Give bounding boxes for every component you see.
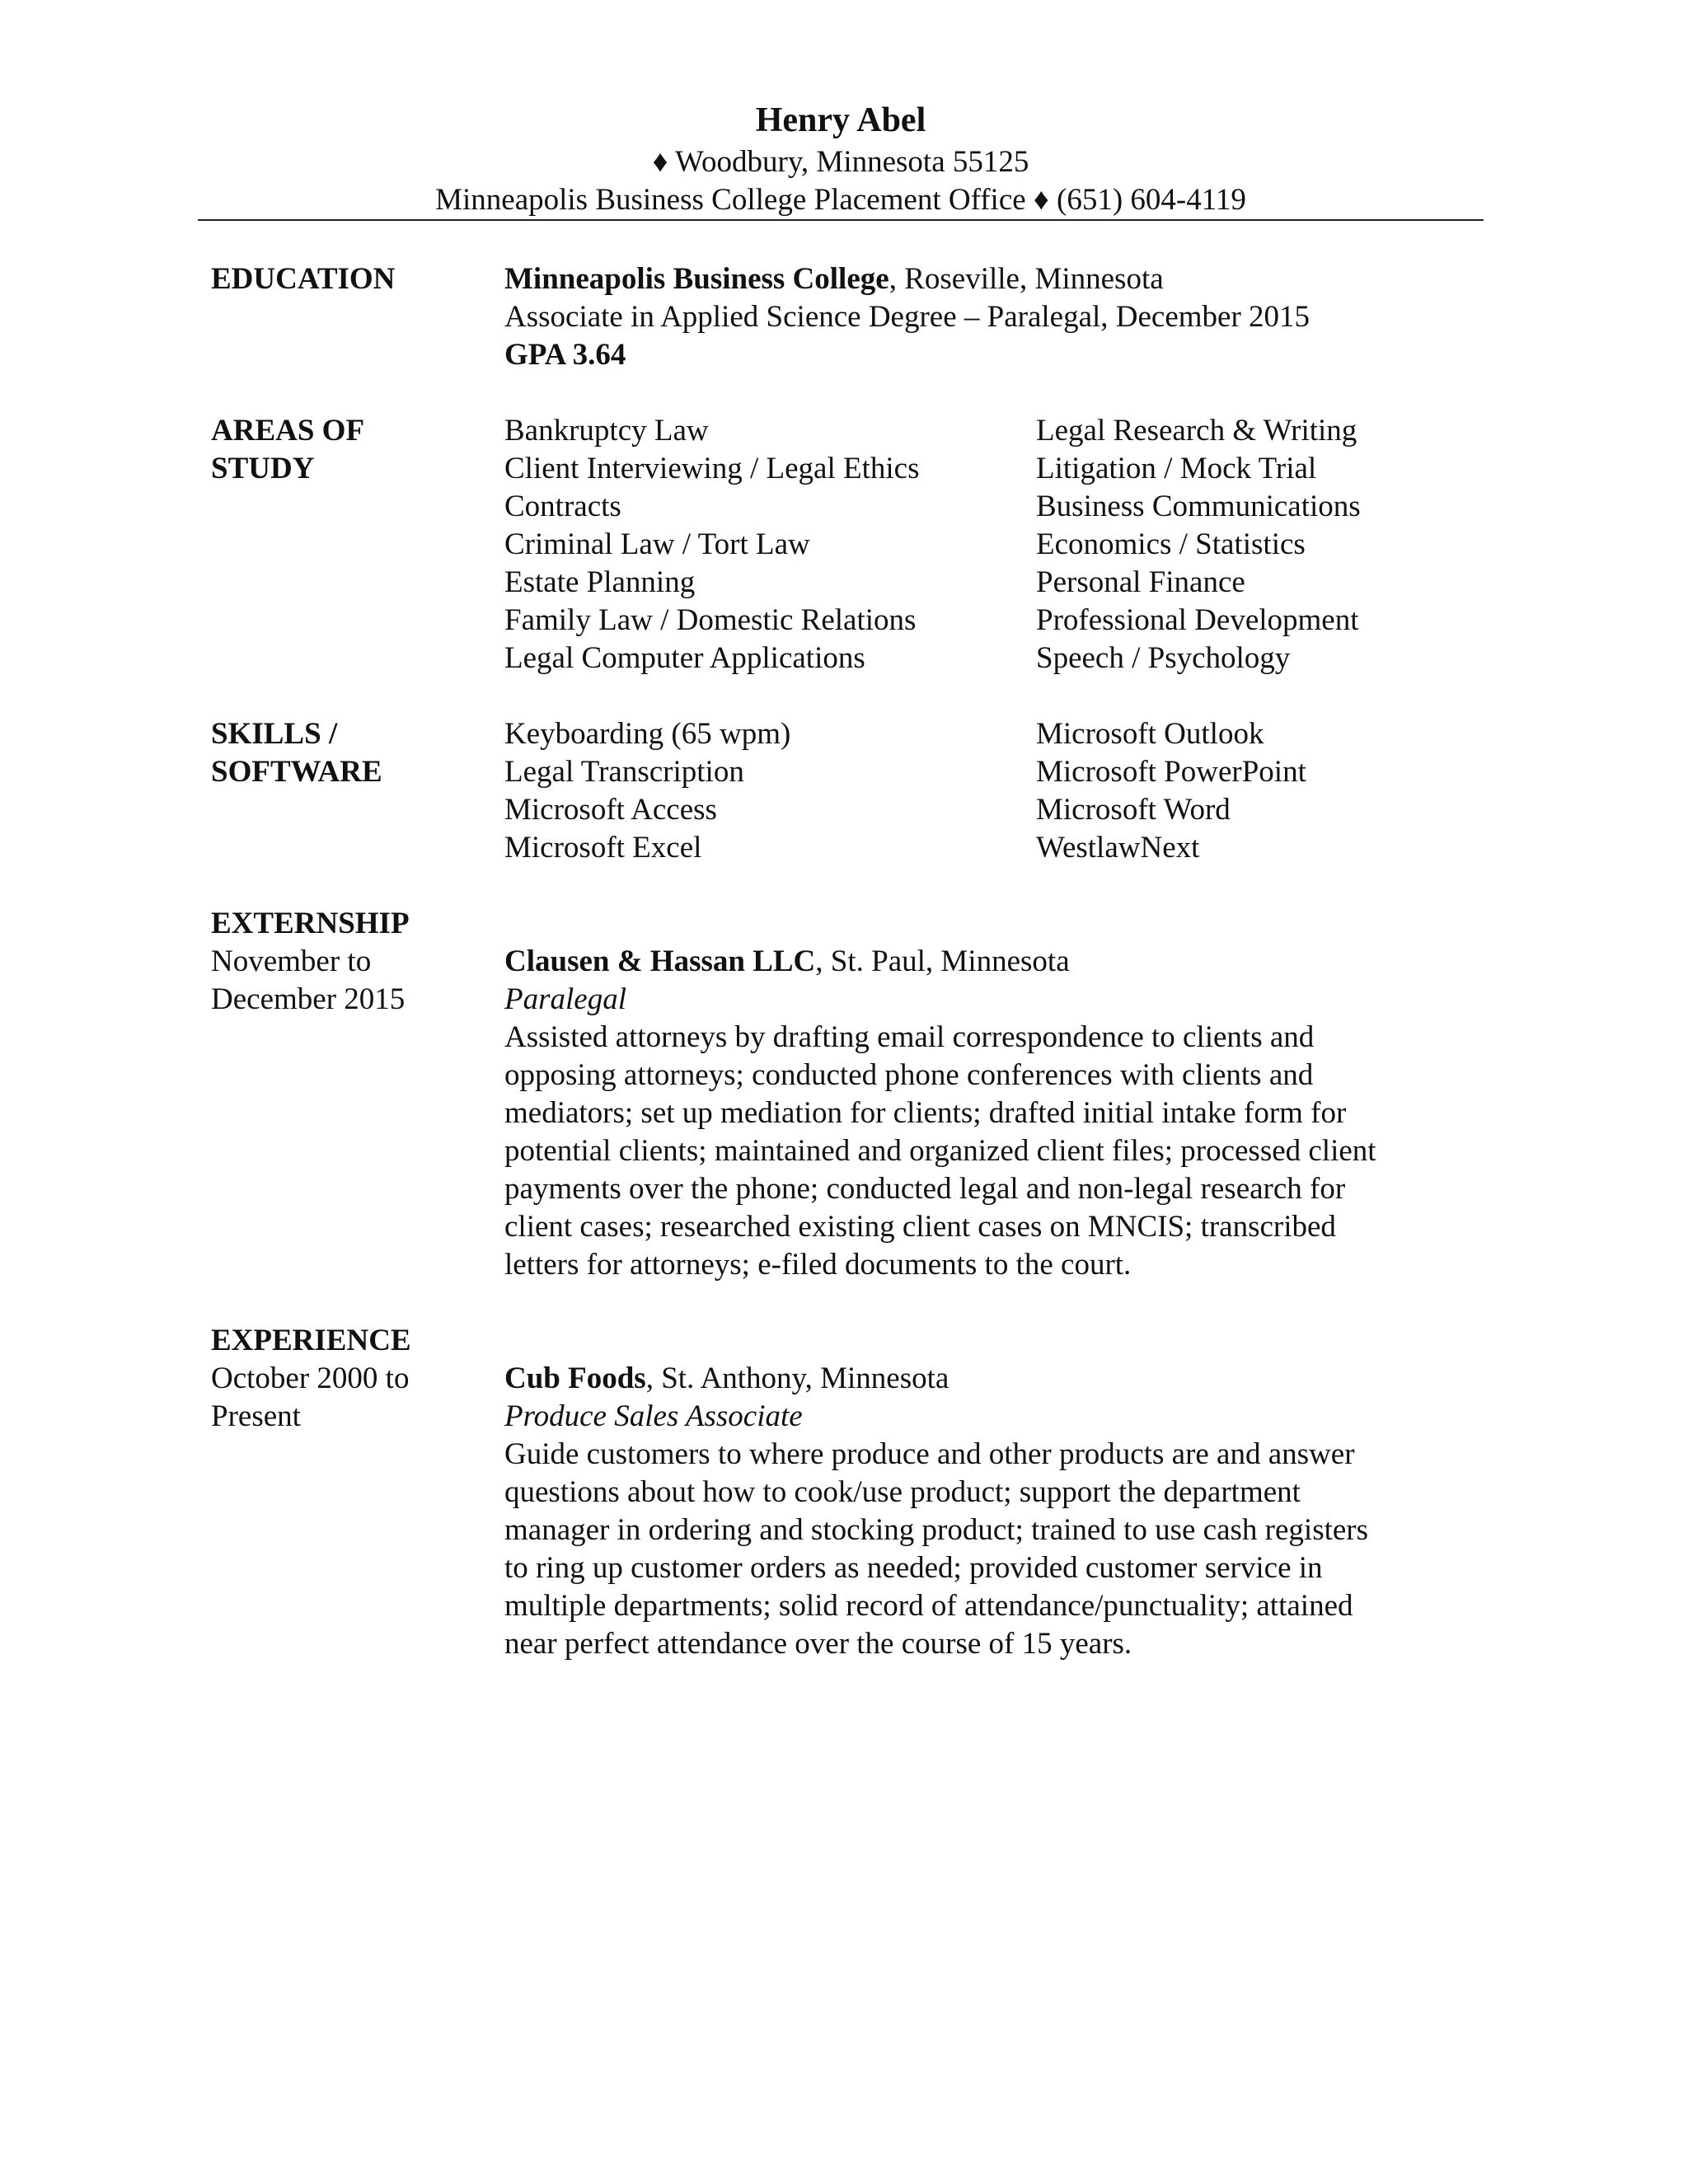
candidate-contact: Minneapolis Business College Placement Office ♦ (651) 604-4119 (435, 183, 1246, 217)
experience-content (504, 1360, 1452, 1663)
list-item: Microsoft PowerPoint (1036, 755, 1306, 789)
skills-column-2 (1036, 715, 1306, 867)
list-item: Microsoft Word (1036, 793, 1231, 827)
list-item: Economics / Statistics (1036, 527, 1306, 561)
education-school: Minneapolis Business College (504, 262, 889, 296)
externship-employer: Clausen & Hassan LLC (504, 944, 816, 978)
description-line: to ring up customer orders as needed; provided customer service in (504, 1551, 1323, 1585)
skills-column-1 (504, 715, 790, 867)
list-item: Personal Finance (1036, 565, 1245, 599)
resume-header (198, 97, 1484, 219)
list-item: Microsoft Outlook (1036, 717, 1264, 751)
externship-dates (211, 943, 491, 1019)
education-label: EDUCATION (211, 262, 396, 296)
experience-employer-line (504, 1360, 1452, 1398)
education-content (504, 260, 1452, 374)
education-degree: Associate in Applied Science Degree – Paralegal, December 2015 (504, 300, 1311, 334)
list-item: Microsoft Excel (504, 831, 702, 865)
experience-employer: Cub Foods (504, 1361, 646, 1395)
description-line: payments over the phone; conducted legal and non-legal research for (504, 1172, 1346, 1206)
areas-of-study-label (211, 412, 491, 488)
description-line: Guide customers to where produce and other products are and answer (504, 1437, 1355, 1471)
list-item: Client Interviewing / Legal Ethics (504, 452, 920, 485)
description-line: questions about how to cook/use product; support the department (504, 1475, 1301, 1509)
description-line: mediators; set up mediation for clients; drafted initial intake form for (504, 1096, 1347, 1130)
areas-of-study-label-line2: STUDY (211, 452, 315, 485)
list-item: Microsoft Access (504, 793, 717, 827)
experience-label: EXPERIENCE (211, 1324, 411, 1357)
areas-of-study-column-2 (1036, 412, 1361, 677)
candidate-address: ♦ Woodbury, Minnesota 55125 (652, 145, 1029, 179)
externship-date-line2: December 2015 (211, 982, 406, 1016)
candidate-name: Henry Abel (755, 101, 926, 139)
externship-employer-line (504, 943, 1452, 981)
experience-location: , St. Anthony, Minnesota (645, 1361, 950, 1395)
externship-date-line1: November to (211, 944, 372, 978)
description-line: multiple departments; solid record of attendance/punctuality; attained (504, 1589, 1353, 1623)
experience-title: Produce Sales Associate (504, 1399, 803, 1433)
description-line: opposing attorneys; conducted phone conferences with clients and (504, 1058, 1314, 1092)
header-divider (198, 219, 1484, 221)
education-gpa: GPA 3.64 (504, 338, 626, 372)
experience-date-line1: October 2000 to (211, 1361, 410, 1395)
list-item: Bankruptcy Law (504, 414, 709, 448)
list-item: Criminal Law / Tort Law (504, 527, 810, 561)
description-line: client cases; researched existing client cases on MNCIS; transcribed (504, 1210, 1336, 1244)
description-line: letters for attorneys; e-filed documents to the court. (504, 1248, 1132, 1282)
list-item: Professional Development (1036, 603, 1359, 637)
list-item: Business Communications (1036, 490, 1361, 523)
list-item: Litigation / Mock Trial (1036, 452, 1317, 485)
list-item: Keyboarding (65 wpm) (504, 717, 791, 751)
list-item: Legal Transcription (504, 755, 744, 789)
education-school-line (504, 260, 1452, 298)
description-line: potential clients; maintained and organized client files; processed client (504, 1134, 1376, 1168)
skills-label-line1: SKILLS / (211, 717, 338, 751)
education-location: , Roseville, Minnesota (889, 262, 1164, 296)
list-item: Legal Research & Writing (1036, 414, 1357, 448)
list-item: Contracts (504, 490, 621, 523)
list-item: Legal Computer Applications (504, 641, 865, 675)
list-item: Speech / Psychology (1036, 641, 1291, 675)
description-line: near perfect attendance over the course of 15 years. (504, 1627, 1132, 1661)
areas-of-study-column-1 (504, 412, 919, 677)
description-line: Assisted attorneys by drafting email correspondence to clients and (504, 1020, 1315, 1054)
experience-dates (211, 1360, 491, 1436)
list-item: Family Law / Domestic Relations (504, 603, 917, 637)
list-item: WestlawNext (1036, 831, 1200, 865)
skills-label-line2: SOFTWARE (211, 755, 382, 789)
skills-label (211, 715, 491, 791)
experience-date-line2: Present (211, 1399, 301, 1433)
externship-title: Paralegal (504, 982, 626, 1016)
areas-of-study-label-line1: AREAS OF (211, 414, 365, 448)
list-item: Estate Planning (504, 565, 696, 599)
externship-location: , St. Paul, Minnesota (815, 944, 1070, 978)
description-line: manager in ordering and stocking product; trained to use cash registers (504, 1513, 1369, 1547)
externship-label: EXTERNSHIP (211, 907, 410, 940)
externship-content (504, 943, 1452, 1284)
